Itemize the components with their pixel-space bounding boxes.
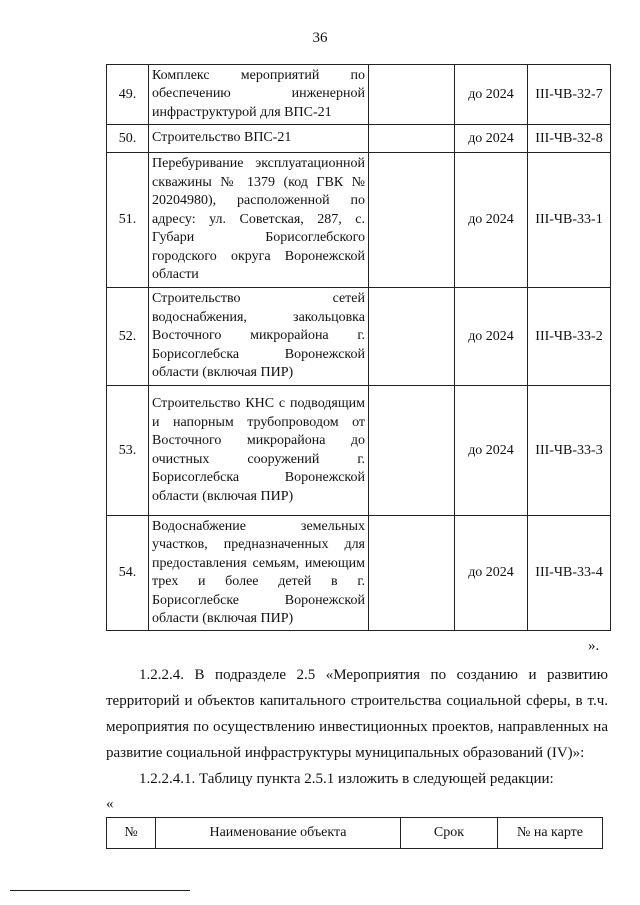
- object-name: Строительство КНС с подводящим и напорным трубопроводом от Восточного микрорайона до очистных сооружений г. Борисоглебска Воронежской области (включая ПИР): [149, 386, 369, 516]
- header-object-name: Наименование объекта: [156, 818, 401, 849]
- header-term: Срок: [401, 818, 498, 849]
- empty-cell: [369, 516, 455, 631]
- table-row: [107, 386, 611, 516]
- table-row: [107, 65, 611, 125]
- map-code: III-ЧВ-33-4: [528, 516, 611, 631]
- paragraph-amendment: 1.2.2.4. В подразделе 2.5 «Мероприятия по созданию и развитию территорий и объектов капитального строительства социальной сферы, в т.ч. мероприятия по осуществлению инвестиционных проектов, направленных на развитие социальной инфраструктуры муниципальных образований (IV)»:: [106, 667, 608, 761]
- map-code: III-ЧВ-32-8: [528, 125, 611, 153]
- empty-cell: [369, 386, 455, 516]
- term-cell: до 2024: [455, 386, 528, 516]
- opening-quote: «: [106, 796, 114, 812]
- closing-quote: ».: [588, 638, 600, 654]
- object-name: Перебуривание эксплуатационной скважины № 1379 (код ГВК № 20204980), расположенной по адресу: ул. Советская, 287, с. Губари Борисоглебского городского округа Воронежской области: [149, 153, 369, 288]
- row-number: 54.: [107, 516, 149, 631]
- map-code: III-ЧВ-33-1: [528, 153, 611, 288]
- empty-cell: [369, 65, 455, 125]
- object-name: Водоснабжение земельных участков, предназначенных для предоставления семьям, имеющим трех и более детей в г. Борисоглебске Воронежской области (включая ПИР): [149, 516, 369, 631]
- map-code: III-ЧВ-33-2: [528, 288, 611, 386]
- row-number: 52.: [107, 288, 149, 386]
- term-cell: до 2024: [455, 65, 528, 125]
- table-row: [107, 516, 611, 631]
- row-number: 51.: [107, 153, 149, 288]
- term-cell: до 2024: [455, 125, 528, 153]
- paragraph-table-instruction: 1.2.2.4.1. Таблицу пункта 2.5.1 изложить в следующей редакции:: [139, 771, 554, 787]
- object-name: Комплекс мероприятий по обеспечению инженерной инфраструктурой для ВПС-21: [149, 65, 369, 125]
- footnote-separator: [10, 890, 190, 891]
- empty-cell: [369, 153, 455, 288]
- row-number: 50.: [107, 125, 149, 153]
- table-row: [107, 153, 611, 288]
- object-name: Строительство ВПС-21: [149, 125, 369, 153]
- table-header-row: [107, 818, 603, 849]
- header-number: №: [107, 818, 156, 849]
- term-cell: до 2024: [455, 153, 528, 288]
- projects-table: [106, 64, 611, 631]
- empty-cell: [369, 288, 455, 386]
- row-number: 49.: [107, 65, 149, 125]
- term-cell: до 2024: [455, 516, 528, 631]
- page-number: 36: [312, 30, 328, 46]
- table-row: [107, 125, 611, 153]
- term-cell: до 2024: [455, 288, 528, 386]
- table-row: [107, 288, 611, 386]
- header-map-number: № на карте: [498, 818, 603, 849]
- object-name: Строительство сетей водоснабжения, закольцовка Восточного микрорайона г. Борисоглебска Воронежской области (включая ПИР): [149, 288, 369, 386]
- empty-cell: [369, 125, 455, 153]
- new-table-header: [106, 817, 603, 849]
- row-number: 53.: [107, 386, 149, 516]
- map-code: III-ЧВ-33-3: [528, 386, 611, 516]
- map-code: III-ЧВ-32-7: [528, 65, 611, 125]
